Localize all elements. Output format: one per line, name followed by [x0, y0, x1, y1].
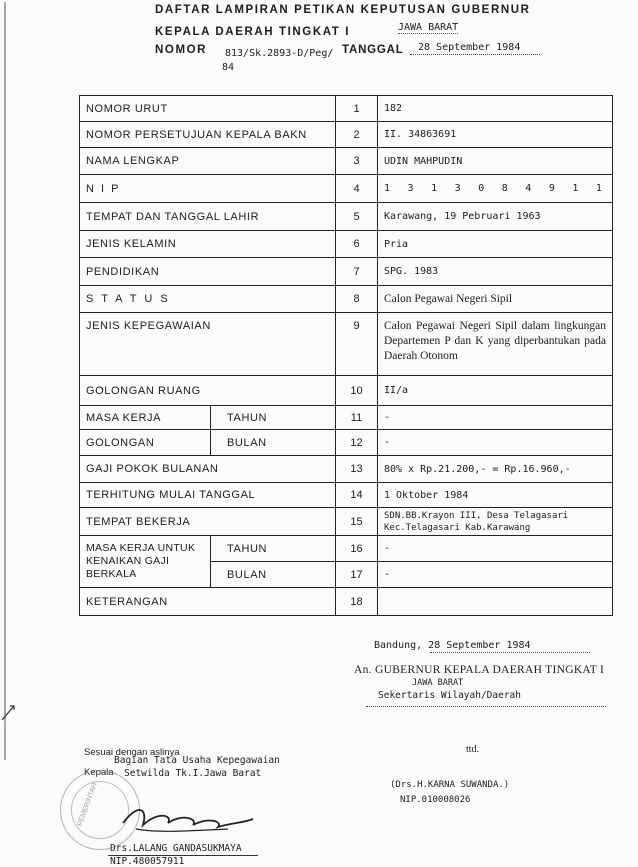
- ttd-label: ttd.: [466, 744, 480, 755]
- workplace-line1: SDN.BB.Krayon III, Desa Telagasari: [384, 510, 569, 521]
- row-label: MASA KERJA UNTUK KENAIKAN GAJI BERKALA: [80, 536, 211, 588]
- row-value: 1 Oktober 1984: [378, 483, 613, 508]
- row-label: TEMPAT BEKERJA: [80, 508, 336, 536]
- certified-office: Bagian Tata Usaha Kepegawaian: [114, 755, 280, 766]
- table-row: [80, 508, 613, 536]
- row-label: TERHITUNG MULAI TANGGAL: [80, 483, 336, 508]
- nip-digit: 3: [454, 183, 461, 194]
- row-label: GAJI POKOK BULANAN: [80, 456, 336, 483]
- row-label: KETERANGAN: [80, 588, 336, 616]
- row-sublabel: TAHUN: [211, 536, 336, 562]
- row-number: 14: [336, 483, 378, 508]
- certified-note: Sesuai dengan aslinya: [84, 747, 180, 758]
- handwritten-signature: [118, 793, 258, 843]
- table-row: [80, 96, 613, 122]
- table-row: [80, 258, 613, 286]
- row-value: Pria: [378, 231, 613, 258]
- row-value: -: [378, 430, 613, 456]
- row-label: GOLONGAN: [80, 430, 211, 456]
- table-row: [80, 536, 613, 562]
- row-number: 13: [336, 456, 378, 483]
- row-label: GOLONGAN RUANG: [80, 376, 336, 406]
- row-number: 18: [336, 588, 378, 616]
- nomor-label: NOMOR: [155, 44, 208, 56]
- row-value: [378, 508, 613, 536]
- row-number: 11: [336, 406, 378, 430]
- tanggal-label: TANGGAL: [342, 44, 404, 56]
- row-number: 1: [336, 96, 378, 122]
- signatory-title: Sekertaris Wilayah/Daerah: [378, 690, 521, 701]
- row-number: 8: [336, 286, 378, 313]
- signatory-office: An. GUBERNUR KEPALA DAERAH TINGKAT I: [354, 664, 605, 676]
- table-row: [80, 406, 613, 430]
- row-number: 15: [336, 508, 378, 536]
- table-row: [80, 203, 613, 231]
- table-row: [80, 313, 613, 376]
- nip-digit: 0: [478, 183, 485, 194]
- row-label: NAMA LENGKAP: [80, 148, 336, 175]
- row-number: 9: [336, 313, 378, 376]
- row-value: Calon Pegawai Negeri Sipil dalam lingkungan Departemen P dan K yang diperbantukan pada Daerah Otonom: [378, 313, 613, 376]
- signatory-region: JAWA BARAT: [412, 678, 464, 688]
- tanggal-underline: [410, 54, 540, 55]
- row-number: 3: [336, 148, 378, 175]
- row-number: 2: [336, 122, 378, 148]
- nip-digit: 1: [431, 183, 438, 194]
- row-value: II/a: [378, 376, 613, 406]
- row-value: -: [378, 406, 613, 430]
- row-label: JENIS KEPEGAWAIAN: [80, 313, 336, 376]
- data-table: [79, 95, 613, 616]
- nip-digit: 8: [501, 183, 508, 194]
- table-row: [80, 122, 613, 148]
- table-row: [80, 148, 613, 175]
- certified-nip: NIP.480057911: [110, 856, 185, 867]
- row-value: [378, 588, 613, 616]
- row-label: NOMOR PERSETUJUAN KEPALA BAKN: [80, 122, 336, 148]
- table-row: [80, 483, 613, 508]
- table-row: [80, 231, 613, 258]
- row-label: JENIS KELAMIN: [80, 231, 336, 258]
- header-region: JAWA BARAT: [398, 22, 459, 33]
- row-value: Karawang, 19 Pebruari 1963: [378, 203, 613, 231]
- header-subtitle: KEPALA DAERAH TINGKAT I: [155, 26, 351, 38]
- nip-digit: 1: [384, 183, 391, 194]
- nip-digit: 9: [548, 183, 555, 194]
- margin-marks: [0, 0, 20, 867]
- table-row: [80, 175, 613, 203]
- row-sublabel: TAHUN: [211, 406, 336, 430]
- official-stamp: PEMERINTAH: [60, 770, 140, 850]
- nip-value: [378, 175, 613, 203]
- table-row: [80, 286, 613, 313]
- nomor-value-line2: 84: [222, 62, 235, 73]
- row-label: TEMPAT DAN TANGGAL LAHIR: [80, 203, 336, 231]
- workplace-line2: Kec.Telagasari Kab.Karawang: [384, 522, 531, 533]
- row-number: 12: [336, 430, 378, 456]
- row-number: 17: [336, 562, 378, 588]
- row-value: SPG. 1983: [378, 258, 613, 286]
- place-date: Bandung, 28 September 1984: [374, 640, 531, 651]
- certified-unit: Setwilda Tk.I.Jawa Barat: [124, 768, 262, 779]
- row-number: 5: [336, 203, 378, 231]
- tanggal-value: 28 September 1984: [418, 42, 521, 53]
- row-label: N I P: [80, 175, 336, 203]
- nip-digit: 1: [595, 183, 602, 194]
- row-label: NOMOR URUT: [80, 96, 336, 122]
- row-number: 6: [336, 231, 378, 258]
- row-value: 182: [378, 96, 613, 122]
- signatory-nip: NIP.010008026: [400, 795, 471, 805]
- certified-name: Drs.LALANG GANDASUKMAYA: [110, 843, 242, 854]
- certified-prefix: Kepala: [84, 767, 114, 778]
- table-row: [80, 456, 613, 483]
- row-value: Calon Pegawai Negeri Sipil: [378, 286, 613, 313]
- row-value: -: [378, 562, 613, 588]
- row-number: 16: [336, 536, 378, 562]
- row-number: 7: [336, 258, 378, 286]
- nip-digit: 4: [525, 183, 532, 194]
- row-label: MASA KERJA: [80, 406, 211, 430]
- signatory-name: (Drs.H.KARNA SUWANDA.): [390, 780, 510, 790]
- table-row: [80, 588, 613, 616]
- row-label: S T A T U S: [80, 286, 336, 313]
- row-label: PENDIDIKAN: [80, 258, 336, 286]
- nip-digit: 1: [572, 183, 579, 194]
- table-row: [80, 376, 613, 406]
- place-date-underline: [430, 652, 590, 653]
- row-number: 10: [336, 376, 378, 406]
- row-sublabel: BULAN: [211, 430, 336, 456]
- row-value: II. 34863691: [378, 122, 613, 148]
- row-value: 80% x Rp.21.200,- = Rp.16.960,-: [378, 456, 613, 483]
- header-title: DAFTAR LAMPIRAN PETIKAN KEPUTUSAN GUBERNUR: [155, 4, 531, 16]
- title-underline: [366, 706, 606, 707]
- table-row: [80, 430, 613, 456]
- row-number: 4: [336, 175, 378, 203]
- row-sublabel: BULAN: [211, 562, 336, 588]
- row-value: -: [378, 536, 613, 562]
- row-value: UDIN MAHPUDIN: [378, 148, 613, 175]
- nip-digit: 3: [407, 183, 414, 194]
- nomor-value: 813/Sk.2893-D/Peg/: [225, 48, 334, 59]
